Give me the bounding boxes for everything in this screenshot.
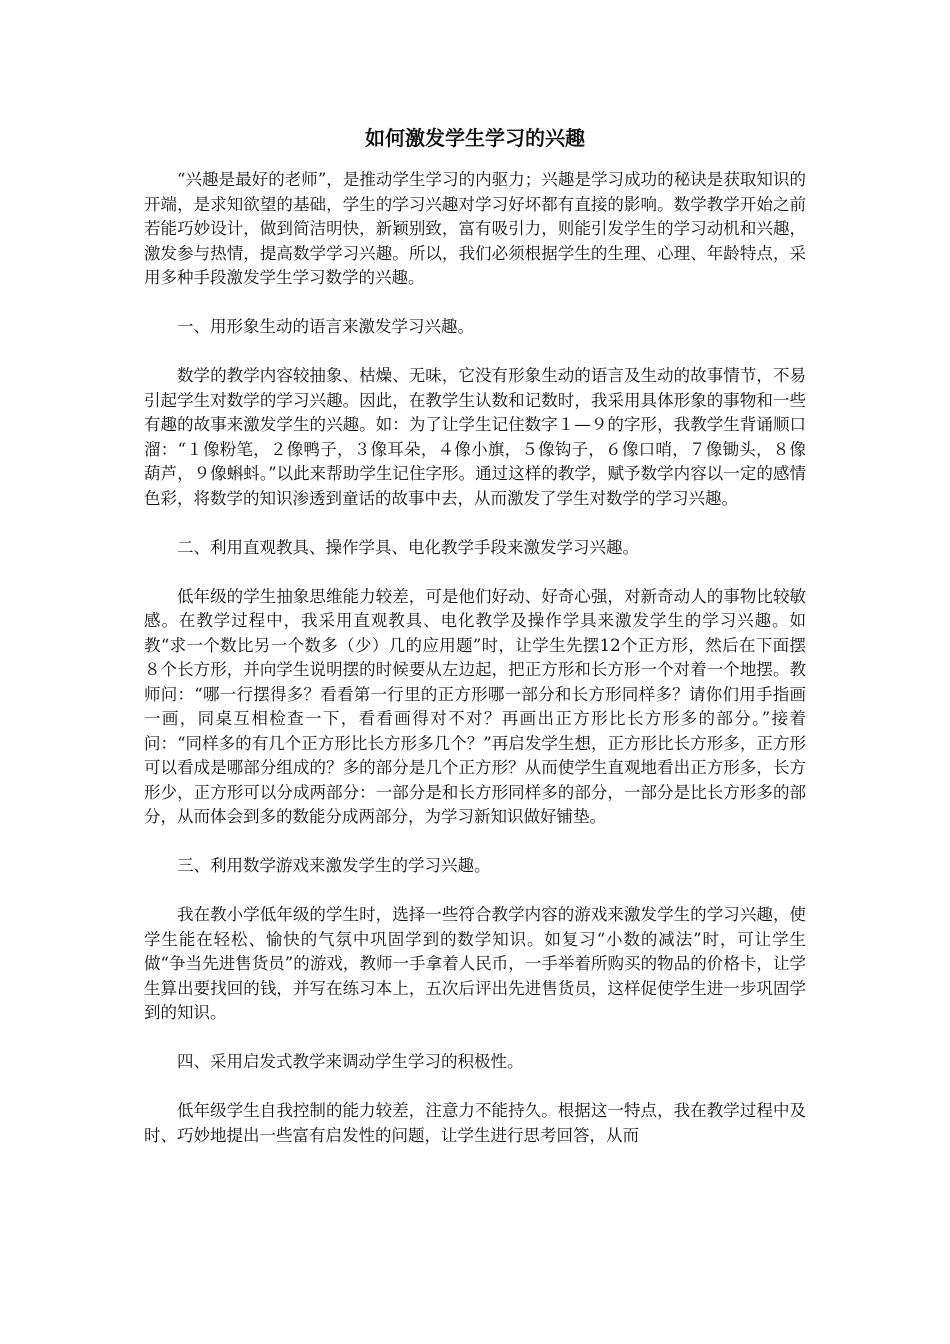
section-heading-4: 四、采用启发式教学来调动学生学习的积极性。 <box>177 1052 524 1071</box>
section-paragraph-4: 低年级学生自我控制的能力较差，注意力不能持久。根据这一特点，我在教学过程中及时、巧妙地提出一些富有启发性的问题，让学生进行思考回答，从而 <box>144 1101 806 1145</box>
section-paragraph-1: 数学的教学内容较抽象、枯燥、无味，它没有形象生动的语言及生动的故事情节，不易引起学生对数学的学习兴趣。因此，在教学生认数和记数时，我采用具体形象的事物和一些有趣的故事来激发学生的兴趣。如：为了让学生记住数字１—９的字形，我教学生背诵顺口溜：“１像粉笔，２像鸭子，３像耳朵，４像小旗，５像钩子，６像口哨，７像锄头，８像葫芦，９像蝌蚪。”以此来帮助学生记住字形。通过这样的教学，赋予数学内容以一定的感情色彩，将数学的知识渗透到童话的故事中去，从而激发了学生对数学的学习兴趣。 <box>144 366 806 508</box>
section-heading-3: 三、利用数学游戏来激发学生的学习兴趣。 <box>177 856 491 875</box>
document-body <box>144 168 806 1173</box>
section-heading-1: 一、用形象生动的语言来激发学习兴趣。 <box>177 317 474 336</box>
section-paragraph-2: 低年级的学生抽象思维能力较差，可是他们好动、好奇心强，对新奇动人的事物比较敏感。在教学过程中，我采用直观教具、电化教学及操作学具来激发学生的学习兴趣。如教“求一个数比另一个数多（少）几的应用题”时，让学生先摆12个正方形，然后在下面摆８个长方形，并向学生说明摆的时候要从左边起，把正方形和长方形一个对着一个地摆。教师问：“哪一行摆得多？看看第一行里的正方形哪一部分和长方形同样多？请你们用手指画一画，同桌互相检查一下，看看画得对不对？再画出正方形比长方形多的部分。”接着问：“同样多的有几个正方形比长方形多几个？”再启发学生想，正方形比长方形多，正方形可以看成是哪部分组成的？多的部分是几个正方形？从而使学生直观地看出正方形多，长方形少，正方形可以分成两部分：一部分是和长方形同样多的部分，一部分是比长方形多的部分，从而体会到多的数能分成两部分，为学习新知识做好铺垫。 <box>144 586 806 826</box>
section-paragraph-3: 我在教小学低年级的学生时，选择一些符合教学内容的游戏来激发学生的学习兴趣，使学生能在轻松、愉快的气氛中巩固学到的数学知识。如复习“小数的减法”时，可让学生做“争当先进售货员”的游戏，教师一手拿着人民币，一手举着所购买的物品的价格卡，让学生算出要找回的钱，并写在练习本上，五次后评出先进售货员，这样促使学生进一步巩固学到的知识。 <box>144 905 806 1022</box>
section-heading-2: 二、利用直观教具、操作学具、电化教学手段来激发学习兴趣。 <box>177 537 639 557</box>
document-title: 如何激发学生学习的兴趣 <box>365 126 585 150</box>
intro-paragraph: “兴趣是最好的老师”，是推动学生学习的内驱力；兴趣是学习成功的秘诀是获取知识的开端，是求知欲望的基础，学生的学习兴趣对学习好坏都有直接的影响。数学教学开始之前若能巧妙设计，做到简洁明快，新颖别致，富有吸引力，则能引发学生的学习动机和兴趣，激发参与热情，提高数学学习兴趣。所以，我们必须根据学生的生理、心理、年龄特点，采用多种手段激发学生学习数学的兴趣。 <box>144 170 806 287</box>
